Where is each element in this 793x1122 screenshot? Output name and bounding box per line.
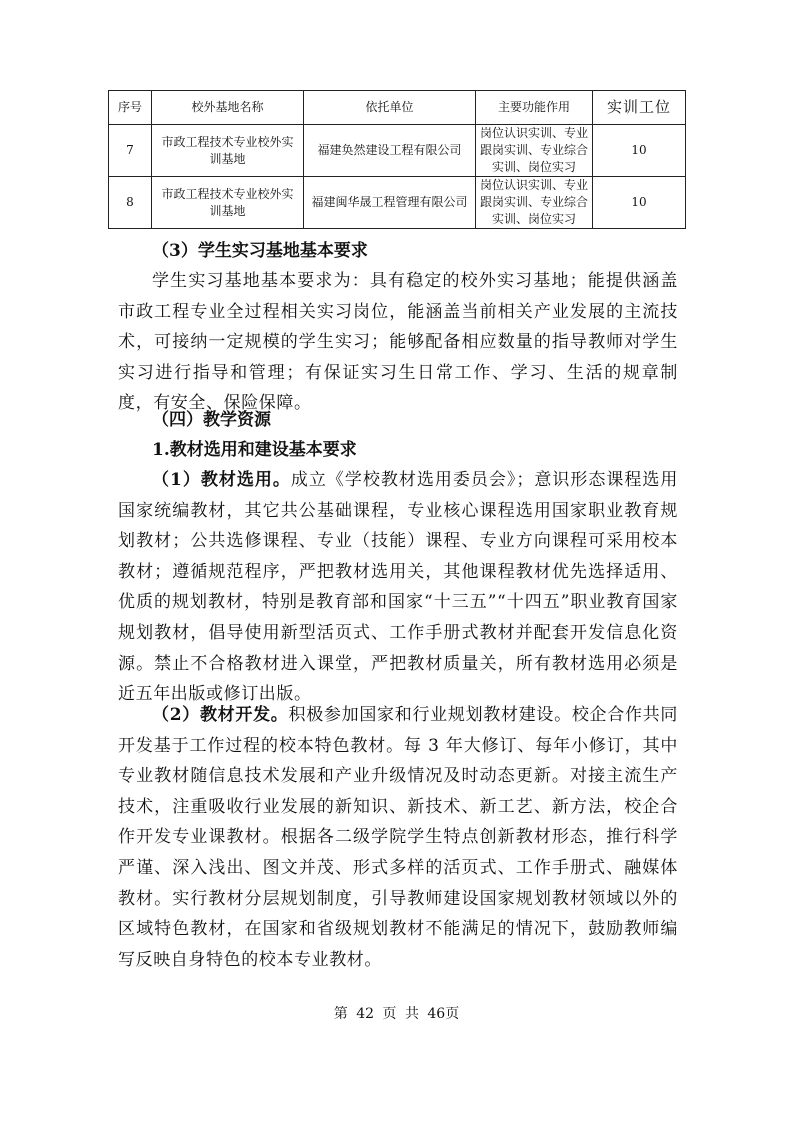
training-base-table [108,90,686,229]
item-2-lead: （2）教材开发。 [152,705,289,725]
cell-base-name: 市政工程技术专业校外实训基地 [152,177,304,229]
item-2-text: 积极参加国家和行业规划教材建设。校企合作共同开发基于工作过程的校本特色教材。每 3 年大修订、每年小修订，其中专业教材随信息技术发展和产业升级情况及时动态更新。对接主流生产技术，注重吸收行业发展的新知识、新技术、新工艺、新方法，校企合作开发专业课教材。根据各二级学院学生特点创新教材形态，推行科学严谨、深入浅出、图文并茂、形式多样的活页式、工作手册式、融媒体教材。实行教材分层规划制度，引导教师建设国家规划教材领域以外的区域特色教材，在国家和省级规划教材不能满足的情况下，鼓励教师编写反映自身特色的校本专业教材。 [118,705,678,970]
item-2-paragraph [118,700,678,975]
header-unit: 依托单位 [304,91,476,125]
table-row [109,125,686,177]
header-base-name: 校外基地名称 [152,91,304,125]
page-footer: 第 42 页 共 46页 [333,1006,460,1022]
item-1-text: 成立《学校教材选用委员会》；意识形态课程选用国家统编教材，其它共公基础课程，专业核心课程选用国家职业教育规划教材；公共选修课程、专业（技能）课程、专业方向课程可采用校本教材；遵循规范程序，严把教材选用关，其他课程教材优先选择适用、优质的规划教材，特别是教育部和国家“十三五”“十四五”职业教育国家规划教材，倡导使用新型活页式、工作手册式教材并配套开发信息化资源。禁止不合格教材进入课堂，严把教材质量关，所有教材选用必须是近五年出版或修订出版。 [118,470,678,705]
cell-function: 岗位认识实训、专业跟岗实训、专业综合实训、岗位实习 [476,125,593,177]
header-no: 序号 [109,91,152,125]
cell-stations: 10 [593,125,686,177]
table-header-row [109,91,686,125]
header-stations: 实训工位 [593,91,686,125]
item-1-lead: （1）教材选用。 [152,470,291,490]
cell-no: 7 [109,125,152,177]
table-row [109,177,686,229]
cell-unit: 福建奂然建设工程有限公司 [304,125,476,177]
section-3-paragraph: 学生实习基地基本要求为：具有稳定的校外实习基地；能提供涵盖市政工程专业全过程相关实习岗位，能涵盖当前相关产业发展的主流技术，可接纳一定规模的学生实习；能够配备相应数量的指导教师对学生实习进行指导和管理；有保证实习生日常工作、学习、生活的规章制度，有安全、保险保障。 [118,271,678,414]
cell-function: 岗位认识实训、专业跟岗实训、专业综合实训、岗位实习 [476,177,593,229]
cell-unit: 福建闽华晟工程管理有限公司 [304,177,476,229]
header-function: 主要功能作用 [476,91,593,125]
cell-no: 8 [109,177,152,229]
cell-base-name: 市政工程技术专业校外实训基地 [152,125,304,177]
section-3-heading: （3）学生实习基地基本要求 [152,241,368,261]
section-4-heading: （四）教学资源 [152,410,271,430]
cell-stations: 10 [593,177,686,229]
subsection-1-heading: 1.教材选用和建设基本要求 [152,440,357,460]
item-1-paragraph [118,465,678,710]
